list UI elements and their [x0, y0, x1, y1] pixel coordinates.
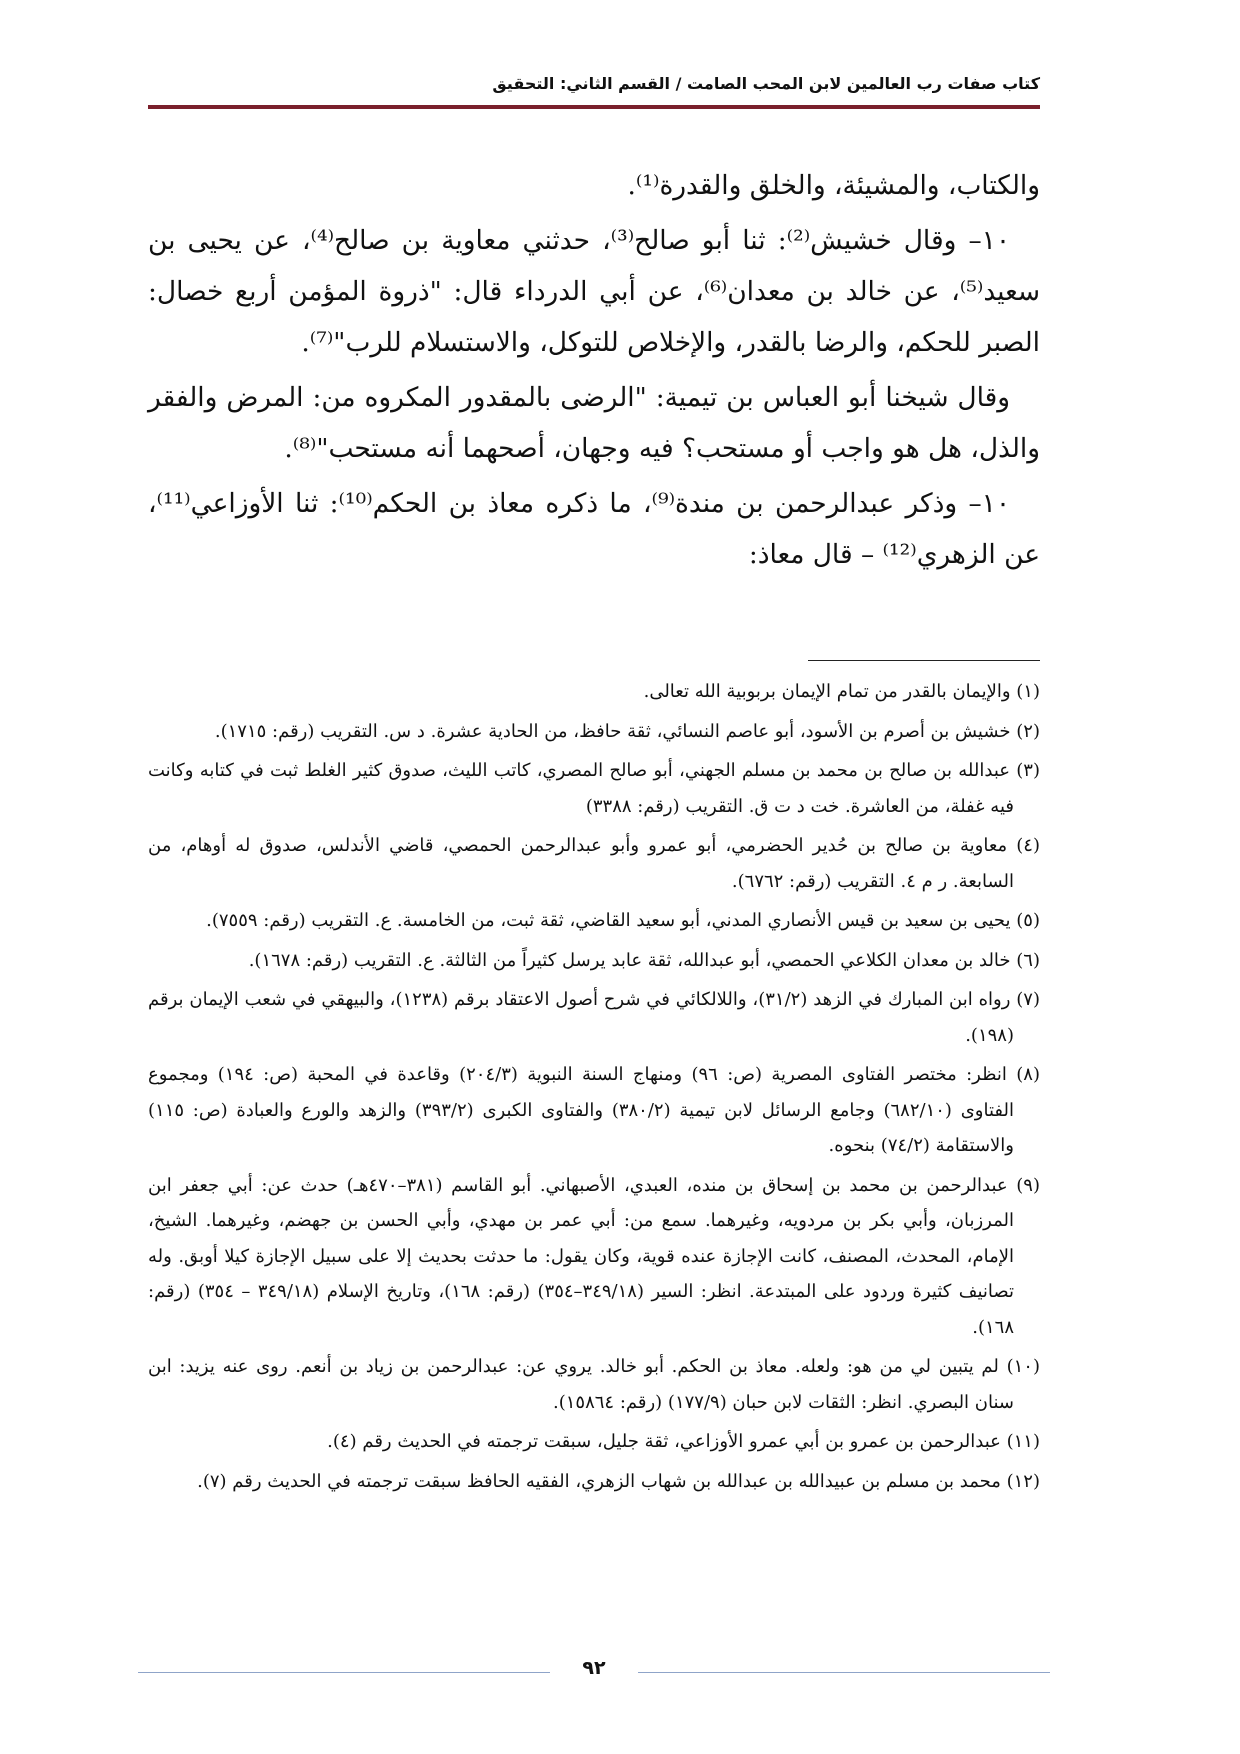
paragraph-3: وقال شيخنا أبو العباس بن تيمية: "الرضى بالمقدور المكروه من: المرض والفقر والذل، هل هو واجب أو مستحب؟ فيه وجهان، أصحهما أنه مستحب"⁽⁸⁾. — [148, 382, 1040, 464]
footnote-4: (٤) معاوية بن صالح بن حُدير الحضرمي، أبو عمرو وأبو عبدالرحمن الحمصي، قاضي الأندلس، صدوق له أوهام، من السابعة. ر م ٤. التقريب (رقم: ٦٧٦٢). — [148, 835, 1040, 892]
footnote-10: (١٠) لم يتبين لي من هو: ولعله. معاذ بن الحكم. أبو خالد. يروي عن: عبدالرحمن بن زياد بن أنعم. روى عنه يزيد: ابن سنان البصري. انظر: الثقات لابن حبان (١٧٧/٩) (رقم: ١٥٨٦٤). — [148, 1356, 1040, 1413]
footnote-6: (٦) خالد بن معدان الكلاعي الحمصي، أبو عبدالله، ثقة عابد يرسل كثيراً من الثالثة. ع. التقريب (رقم: ١٦٧٨). — [248, 949, 1040, 971]
footnote-3: (٣) عبدالله بن صالح بن محمد بن مسلم الجهني، أبو صالح المصري، كاتب الليث، صدوق كثير الغلط ثبت في كتابه وكانت فيه غفلة، من العاشرة. خت د ت ق. التقريب (رقم: ٣٣٨٨) — [148, 760, 1040, 817]
footnote-11: (١١) عبدالرحمن بن عمرو بن أبي عمرو الأوزاعي، ثقة جليل، سبقت ترجمته في الحديث رقم (٤). — [327, 1431, 1040, 1452]
footnote-8: (٨) انظر: مختصر الفتاوى المصرية (ص: ٩٦) ومنهاج السنة النبوية (٢٠٤/٣) وقاعدة في المحبة (ص: ١٩٤) ومجموع الفتاوى (٦٨٢/١٠) وجامع الرسائل لابن تيمية (٣٨٠/٢) والفتاوى الكبرى (٣٩٣/٢) والزهد والورع والعبادة (ص: ١١٥) والاستقامة (٧٤/٢) بنحوه. — [148, 1064, 1040, 1156]
page-footer — [138, 1655, 1050, 1695]
footnote-5: (٥) يحيى بن سعيد بن قيس الأنصاري المدني، أبو سعيد القاضي، ثقة ثبت، من الخامسة. ع. التقريب (رقم: ٧٥٥٩). — [206, 910, 1040, 931]
paragraph-1: والكتاب، والمشيئة، والخلق والقدرة⁽¹⁾. — [627, 170, 1040, 201]
header-rule — [148, 105, 1040, 109]
footnote-9: (٩) عبدالرحمن بن محمد بن إسحاق بن منده، العبدي، الأصبهاني. أبو القاسم (٣٨١–٤٧٠هـ) حدث عن: أبي جعفر ابن المرزبان، وأبي بكر بن مردويه، وغيرهما. سمع من: أبي عمر بن مهدي، وأبي الحسن بن جهضم، وغيرهما. الشيخ، الإمام، المحدث، المصنف، كانت الإجازة عنده قوية، وكان يقول: ما حدثت بحديث إلا على سبيل الإجازة كيلا أوبق. وله تصانيف كثيرة وردود على المبتدعة. انظر: السير (٣٤٩/١٨–٣٥٤) (رقم: ١٦٨)، وتاريخ الإسلام (٣٤٩/١٨ – ٣٥٤) (رقم: ١٦٨). — [148, 1174, 1040, 1338]
running-header — [148, 72, 1040, 109]
page-number: ٩٢ — [582, 1657, 606, 1679]
footnote-1: (١) والإيمان بالقدر من تمام الإيمان بربوبية الله تعالى. — [643, 681, 1040, 702]
main-text — [148, 160, 1040, 584]
book-title: كتاب صفات رب العالمين لابن المحب الصامت / القسم الثاني: التحقيق — [492, 74, 1040, 93]
footnotes — [148, 674, 1040, 1503]
footnote-separator — [808, 660, 1040, 661]
footnote-2: (٢) خشيش بن أصرم بن الأسود، أبو عاصم النسائي، ثقة حافظ، من الحادية عشرة. د س. التقريب (رقم: ١٧١٥). — [214, 720, 1040, 742]
paragraph-2: ١٠– وقال خشيش⁽²⁾: ثنا أبو صالح⁽³⁾، حدثني معاوية بن صالح⁽⁴⁾، عن يحيى بن سعيد⁽⁵⁾، عن خالد بن معدان⁽⁶⁾، عن أبي الدرداء قال: "ذروة المؤمن أربع خصال: الصبر للحكم، والرضا بالقدر، والإخلاص للتوكل، والاستسلام للرب"⁽⁷⁾. — [148, 225, 1040, 358]
footnote-7: (٧) رواه ابن المبارك في الزهد (٣١/٢)، واللالكائي في شرح أصول الاعتقاد برقم (١٢٣٨)، والبيهقي في شعب الإيمان برقم (١٩٨). — [148, 989, 1040, 1046]
footnote-12: (١٢) محمد بن مسلم بن عبيدالله بن عبدالله بن شهاب الزهري، الفقيه الحافظ سبقت ترجمته في الحديث رقم (٧). — [197, 1470, 1040, 1492]
paragraph-4: ١٠– وذكر عبدالرحمن بن مندة⁽⁹⁾، ما ذكره معاذ بن الحكم⁽¹⁰⁾: ثنا الأوزاعي⁽¹¹⁾، عن الزهري⁽¹²⁾ – قال معاذ: — [148, 488, 1040, 570]
